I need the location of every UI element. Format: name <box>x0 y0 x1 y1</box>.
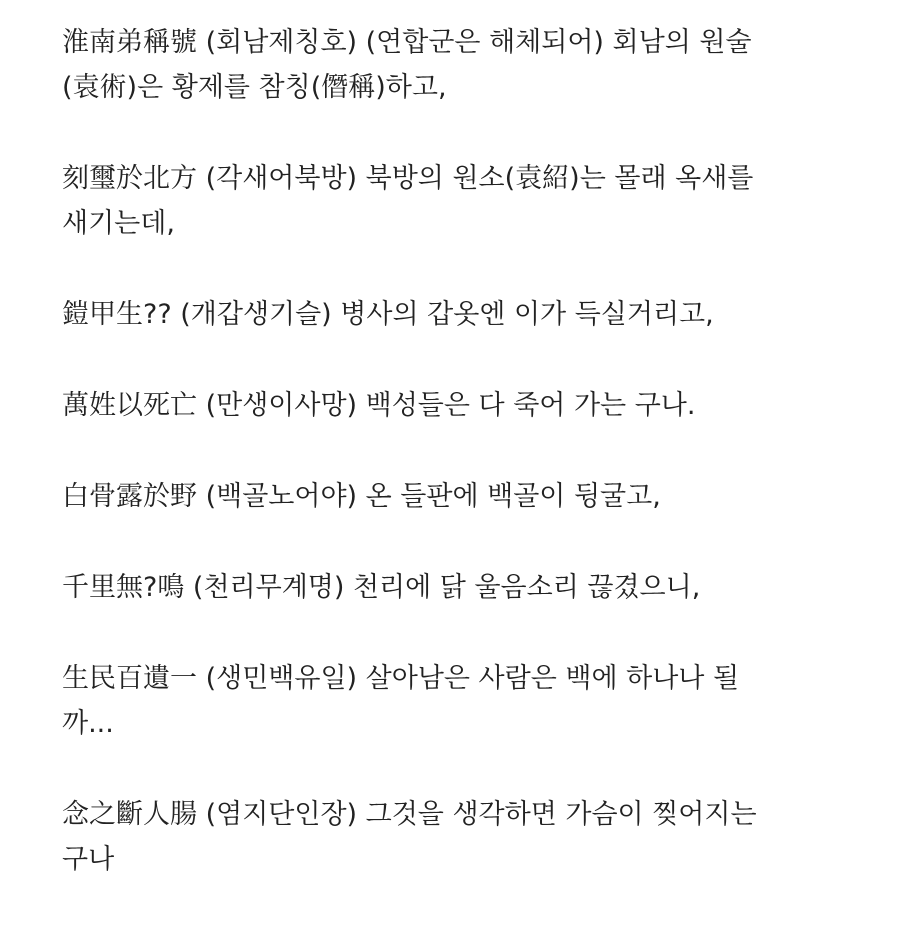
stanza-5 <box>62 474 842 519</box>
poem-text <box>62 20 842 928</box>
poem-line: 까... <box>62 708 114 739</box>
poem-line: 刻璽於北方 (각새어북방) 북방의 원소(袁紹)는 몰래 옥새를 <box>62 163 754 194</box>
stanza-6 <box>62 565 842 610</box>
poem-line: 白骨露於野 (백골노어야) 온 들판에 백골이 뒹굴고, <box>62 481 661 512</box>
stanza-3 <box>62 292 842 337</box>
poem-line: 生民百遺一 (생민백유일) 살아남은 사람은 백에 하나나 될 <box>62 663 740 694</box>
stanza-8 <box>62 792 842 882</box>
stanza-1 <box>62 20 842 110</box>
poem-line: 구나 <box>62 844 115 875</box>
stanza-4 <box>62 383 842 428</box>
poem-line: 새기는데, <box>62 208 175 239</box>
stanza-7 <box>62 656 842 746</box>
poem-line: 念之斷人腸 (염지단인장) 그것을 생각하면 가슴이 찢어지는 <box>62 799 757 830</box>
poem-line: 淮南弟稱號 (회남제칭호) (연합군은 해체되어) 회남의 원술 <box>62 27 752 58</box>
poem-line: 千里無?鳴 (천리무계명) 천리에 닭 울음소리 끊겼으니, <box>62 572 701 603</box>
poem-line: (袁術)은 황제를 참칭(僭稱)하고, <box>62 72 447 103</box>
poem-line: 萬姓以死亡 (만생이사망) 백성들은 다 죽어 가는 구나. <box>62 390 696 421</box>
poem-line: 鎧甲生?? (개갑생기슬) 병사의 갑옷엔 이가 득실거리고, <box>62 299 714 330</box>
stanza-2 <box>62 156 842 246</box>
